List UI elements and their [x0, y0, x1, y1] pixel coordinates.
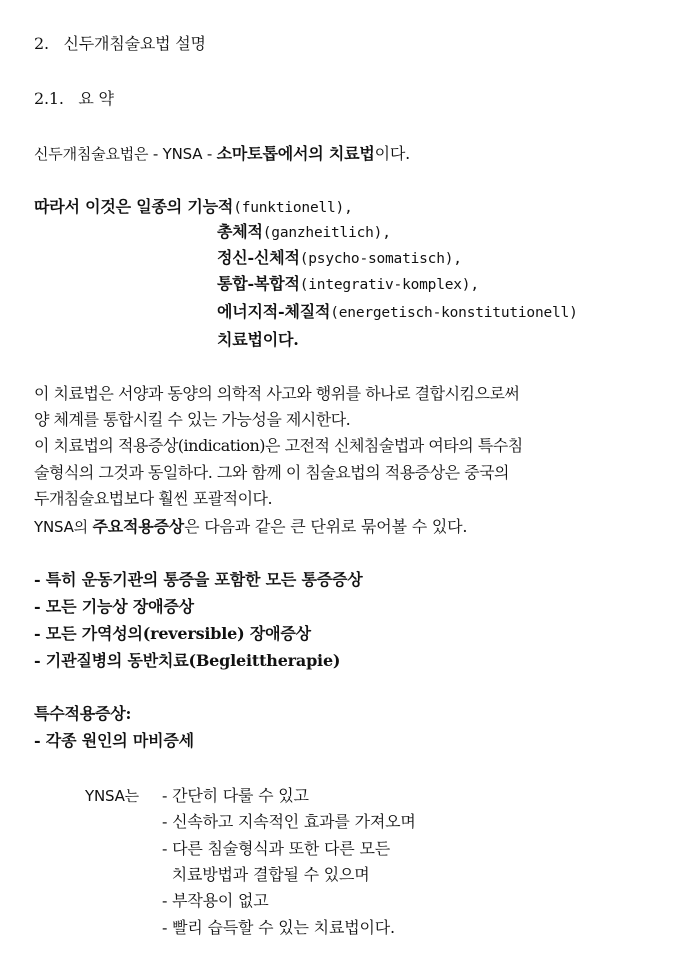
- therapy-item-bold: 통합-복합적: [217, 274, 300, 293]
- therapy-lead-rest: (funktionell),: [233, 200, 353, 216]
- paragraph-line: 양 체계를 통합시킬 수 있는 가능성을 제시한다.: [34, 410, 351, 429]
- subsection-heading: [34, 89, 114, 109]
- paragraph-line: 이 치료법의 적용증상(indication)은 고전적 신체침술법과 여타의 특수침: [34, 436, 523, 455]
- ynsa-summary-line: - 다른 침술형식과 또한 다른 모든: [162, 839, 390, 858]
- indication-item: - 모든 가역성의(reversible) 장애증상: [34, 624, 311, 643]
- special-indications-heading: 특수적용증상:: [34, 704, 132, 723]
- ynsa-summary-line: - 부작용이 없고: [162, 891, 269, 910]
- therapy-item: [217, 222, 391, 243]
- therapy-item-rest: (psycho-somatisch),: [299, 251, 462, 267]
- ynsa-summary-line: - 신속하고 지속적인 효과를 가져오며: [162, 812, 416, 831]
- intro-line: [34, 144, 410, 164]
- therapy-lead-bold: 따라서 이것은 일종의 기능적: [34, 197, 234, 216]
- section-title: 신두개침술요법 설명: [63, 34, 206, 53]
- intro-part3: 이다.: [374, 144, 411, 163]
- therapy-closing: 치료법이다.: [217, 330, 299, 349]
- ynsa-summary-line: - 간단히 다룰 수 있고: [162, 786, 309, 805]
- therapy-item-rest: (integrativ-komplex),: [299, 277, 479, 293]
- indication-item: - 특히 운동기관의 통증을 포함한 모든 통증증상: [34, 570, 363, 589]
- therapy-item-rest: (ganzheitlich),: [262, 225, 391, 241]
- special-indication-item: - 각종 원인의 마비증세: [34, 731, 194, 750]
- paragraph-line: [34, 517, 467, 537]
- therapy-item-bold: 총체적: [217, 222, 263, 241]
- therapy-item: [217, 248, 462, 269]
- section-number: 2.: [34, 34, 49, 53]
- intro-part1: 신두개침술요법은 - YNSA -: [34, 145, 217, 163]
- therapy-item-bold: 에너지적-체질적: [217, 302, 331, 321]
- intro-bold-term: 소마토톱에서의 치료법: [216, 144, 375, 163]
- therapy-item-rest: (energetisch-konstitutionell): [330, 305, 578, 321]
- indication-item: - 기관질병의 동반치료(Begleittherapie): [34, 651, 341, 670]
- ynsa-summary-line: - 빨리 습득할 수 있는 치료법이다.: [162, 918, 395, 937]
- ynsa-summary-line: 치료방법과 결합될 수 있으며: [162, 865, 370, 884]
- paragraph-rest: 은 다음과 같은 큰 단위로 묶어볼 수 있다.: [184, 517, 468, 536]
- paragraph-ynsa: YNSA의: [34, 518, 93, 536]
- therapy-item: [217, 302, 578, 323]
- paragraph-line: 이 치료법은 서양과 동양의 의학적 사고와 행위를 하나로 결합시킴으로써: [34, 384, 520, 403]
- paragraph-bold-term: 주요적용증상: [92, 517, 185, 536]
- section-heading: [34, 34, 206, 54]
- ynsa-summary-label: YNSA는: [85, 787, 139, 805]
- therapy-item-bold: 정신-신체적: [217, 248, 300, 267]
- subsection-title: 요 약: [78, 89, 114, 108]
- therapy-item: [217, 274, 479, 295]
- therapy-lead-line: [34, 197, 353, 218]
- indication-item: - 모든 기능상 장애증상: [34, 597, 194, 616]
- paragraph-line: 두개침술요법보다 훨씬 포괄적이다.: [34, 489, 273, 508]
- paragraph-line: 술형식의 그것과 동일하다. 그와 함께 이 침술요법의 적용증상은 중국의: [34, 463, 509, 482]
- subsection-number: 2.1.: [34, 89, 64, 108]
